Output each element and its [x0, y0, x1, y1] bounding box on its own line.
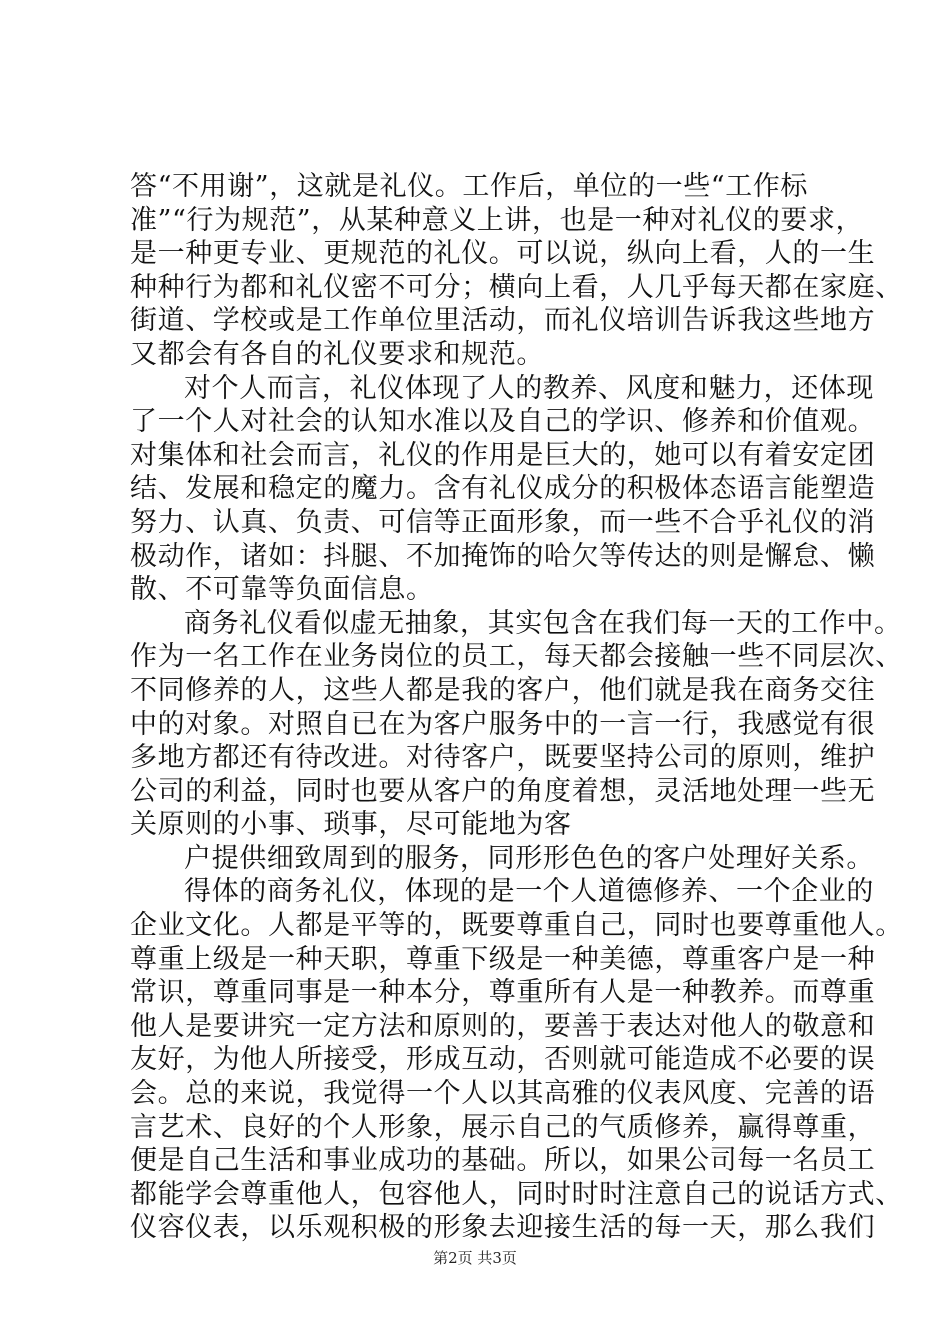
- text-line: 结、发展和稳定的魔力。含有礼仪成分的积极体态语言能塑造: [130, 473, 876, 505]
- text-line: 不同修养的人，这些人都是我的客户，他们就是我在商务交往: [130, 674, 876, 706]
- text-line: 户提供细致周到的服务，同形形色色的客户处理好关系。: [184, 842, 874, 874]
- text-line: 答“不用谢”，这就是礼仪。工作后，单位的一些“工作标: [130, 171, 809, 202]
- text-line: 对集体和社会而言，礼仪的作用是巨大的，她可以有着安定团: [130, 439, 876, 471]
- text-line: 都能学会尊重他人，包容他人，同时时时注意自己的说话方式、: [130, 1178, 903, 1210]
- document-body: [130, 170, 903, 1245]
- text-line: 努力、认真、负责、可信等正面形象，而一些不合乎礼仪的消: [130, 506, 876, 538]
- text-line: 关原则的小事、琐事，尽可能地为客: [130, 809, 572, 841]
- text-line: 街道、学校或是工作单位里活动，而礼仪培训告诉我这些地方: [130, 305, 876, 337]
- text-line: 仪容仪表，以乐观积极的形象去迎接生活的每一天，那么我们: [130, 1212, 876, 1244]
- text-line: 对个人而言，礼仪体现了人的教养、风度和魅力，还体现: [184, 372, 874, 404]
- text-line: 尊重上级是一种天职，尊重下级是一种美德，尊重客户是一种: [130, 943, 876, 975]
- text-line: 了一个人对社会的认知水准以及自己的学识、修养和价值观。: [130, 406, 876, 438]
- text-line: 多地方都还有待改进。对待客户，既要坚持公司的原则，维护: [130, 742, 876, 774]
- page-footer: 第2页 共3页: [433, 1249, 517, 1267]
- text-line: 常识，尊重同事是一种本分，尊重所有人是一种教养。而尊重: [130, 977, 876, 1009]
- text-line: 又都会有各自的礼仪要求和规范。: [130, 338, 544, 370]
- text-line: 中的对象。对照自已在为客户服务中的一言一行，我感觉有很: [130, 708, 876, 740]
- text-line: 友好，为他人所接受，形成互动，否则就可能造成不必要的误: [130, 1044, 876, 1076]
- text-line: 言艺术、良好的个人形象，展示自己的气质修养，赢得尊重，: [130, 1111, 876, 1143]
- text-line: 准”“行为规范”，从某种意义上讲，也是一种对礼仪的要求，: [130, 204, 864, 236]
- text-line: 会。总的来说，我觉得一个人以其高雅的仪表风度、完善的语: [130, 1078, 876, 1110]
- text-line: 得体的商务礼仪，体现的是一个人道德修养、一个企业的: [184, 876, 874, 908]
- text-line: 便是自己生活和事业成功的基础。所以，如果公司每一名员工: [130, 1145, 876, 1177]
- text-line: 作为一名工作在业务岗位的员工，每天都会接触一些不同层次、: [130, 641, 903, 673]
- text-line: 商务礼仪看似虚无抽象，其实包含在我们每一天的工作中。: [184, 607, 902, 639]
- text-line: 公司的利益，同时也要从客户的角度着想，灵活地处理一些无: [130, 775, 876, 807]
- text-line: 他人是要讲究一定方法和原则的，要善于表达对他人的敬意和: [130, 1010, 876, 1042]
- text-line: 种种行为都和礼仪密不可分；横向上看，人几乎每天都在家庭、: [130, 271, 903, 303]
- text-line: 极动作，诸如：抖腿、不加掩饰的哈欠等传达的则是懈怠、懒: [130, 540, 876, 572]
- text-line: 散、不可靠等负面信息。: [130, 574, 434, 606]
- text-line: 是一种更专业、更规范的礼仪。可以说，纵向上看，人的一生: [130, 238, 876, 270]
- text-line: 企业文化。人都是平等的，既要尊重自己，同时也要尊重他人。: [130, 910, 903, 942]
